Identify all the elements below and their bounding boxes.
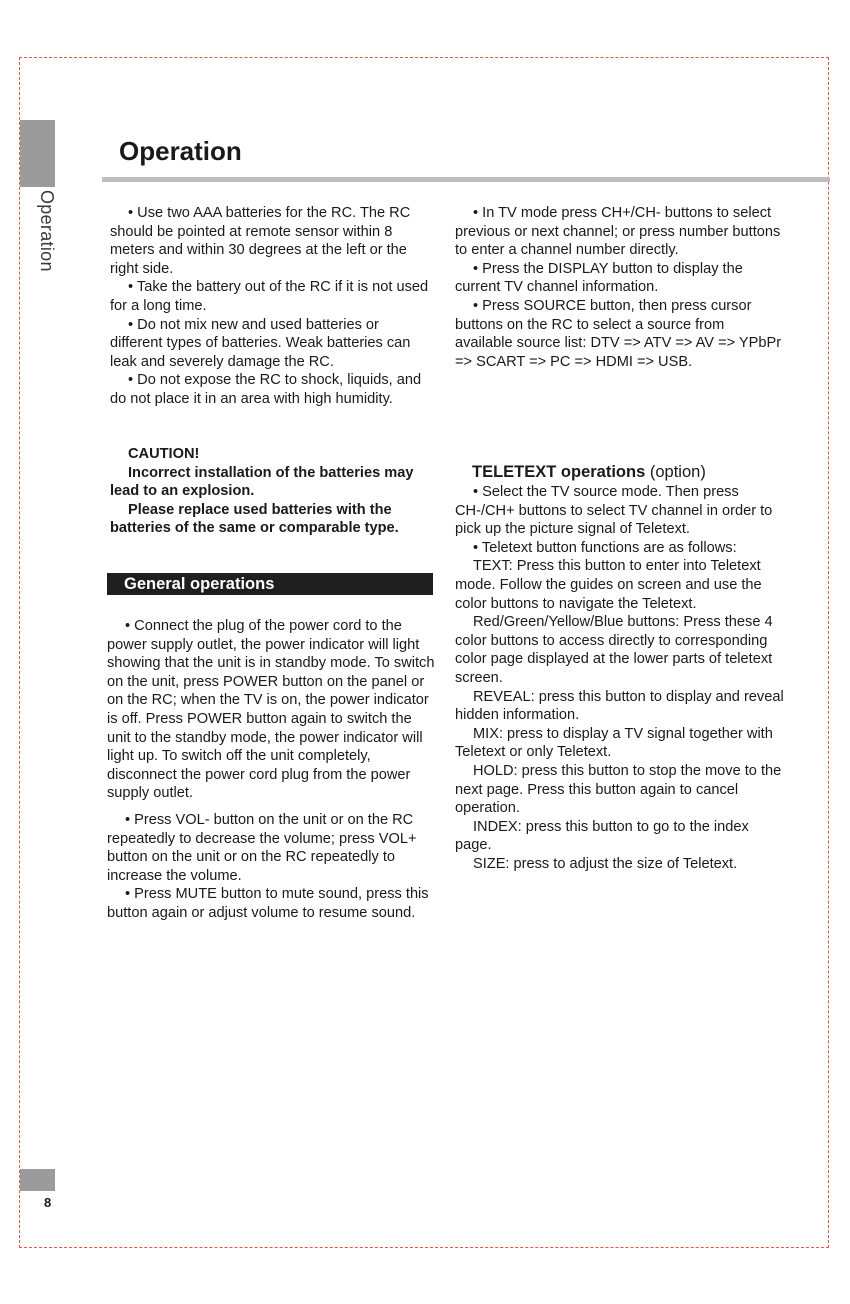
caution-line: Please replace used batteries with the batteries of the same or comparable type. [110,501,399,537]
battery-note: • Do not expose the RC to shock, liquids, and do not place it in an area with high humidity. [110,372,422,407]
teletext-paragraph: REVEAL: press this button to display and reveal hidden information. [455,688,784,724]
tv-notes [455,204,785,371]
teletext-paragraph: SIZE: press to adjust the size of Teletext. [473,855,738,872]
tv-note: • Press SOURCE button, then press cursor buttons on the RC to select a source from available source list: DTV => ATV => AV => YPbPr => SCART => PC => HDMI => USB. [455,297,782,370]
title-divider [102,177,830,182]
caution-block [110,445,440,538]
battery-note: • Use two AAA batteries for the RC. The RC should be pointed at remote sensor within 8 meters and within 30 degrees at the left or the right side. [110,205,411,277]
teletext-paragraph: • Select the TV source mode. Then press CH-/CH+ buttons to select TV channel in order to pick up the picture signal of Teletext. [455,484,773,538]
teletext-title: TELETEXT operations [472,463,646,481]
teletext-heading [472,463,706,482]
side-section-label: Operation [37,190,57,272]
caution-line: Incorrect installation of the batteries may lead to an explosion. [110,464,414,500]
page-title: Operation [119,136,242,166]
tv-note: • In TV mode press CH+/CH- buttons to select previous or next channel; or press number buttons to enter a channel number directly. [455,205,781,259]
side-tab-marker [20,120,55,187]
teletext-paragraph: MIX: press to display a TV signal together with Teletext or only Teletext. [455,725,773,761]
teletext-paragraph: TEXT: Press this button to enter into Teletext mode. Follow the guides on screen and use the color buttons to navigate the Teletext. [455,558,762,612]
teletext-title-suffix: (option) [649,463,706,481]
general-operations-text [107,617,437,923]
general-operations-header: General operations [107,573,433,595]
general-paragraph: • Press MUTE button to mute sound, press this button again or adjust volume to resume sound. [107,886,429,921]
page-number-tab [20,1169,55,1191]
teletext-paragraph: Red/Green/Yellow/Blue buttons: Press these 4 color buttons to access directly to corresponding color page displayed at the lower parts of teletext screen. [455,614,773,686]
caution-heading: CAUTION! [128,446,200,462]
page-number: 8 [44,1195,52,1210]
teletext-paragraph: HOLD: press this button to stop the move to the next page. Press this button again to cancel operation. [455,762,782,817]
teletext-paragraph: INDEX: press this button to go to the index page. [455,818,749,854]
tv-note: • Press the DISPLAY button to display the current TV channel information. [455,260,743,296]
teletext-paragraph: • Teletext button functions are as follows: [473,539,737,556]
general-paragraph: • Press VOL- button on the unit or on the RC repeatedly to decrease the volume; press VOL+ button on the unit or on the RC repeatedly to increase the volume. [107,811,417,884]
teletext-text [455,483,785,873]
battery-notes [110,204,435,409]
general-paragraph: • Connect the plug of the power cord to the power supply outlet, the power indicator will light showing that the unit is in standby mode. To switch on the unit, press POWER button on the panel or on the RC; when the TV is on, the power indicator is off. Press POWER button again to switch the unit to the standby mode, the power indicator will light up. To switch off the unit completely, disconnect the power cord plug from the power supply outlet. [107,618,435,802]
battery-note: • Do not mix new and used batteries or different types of batteries. Weak batteries can leak and severely damage the RC. [110,316,411,370]
battery-note: • Take the battery out of the RC if it is not used for a long time. [110,279,429,314]
